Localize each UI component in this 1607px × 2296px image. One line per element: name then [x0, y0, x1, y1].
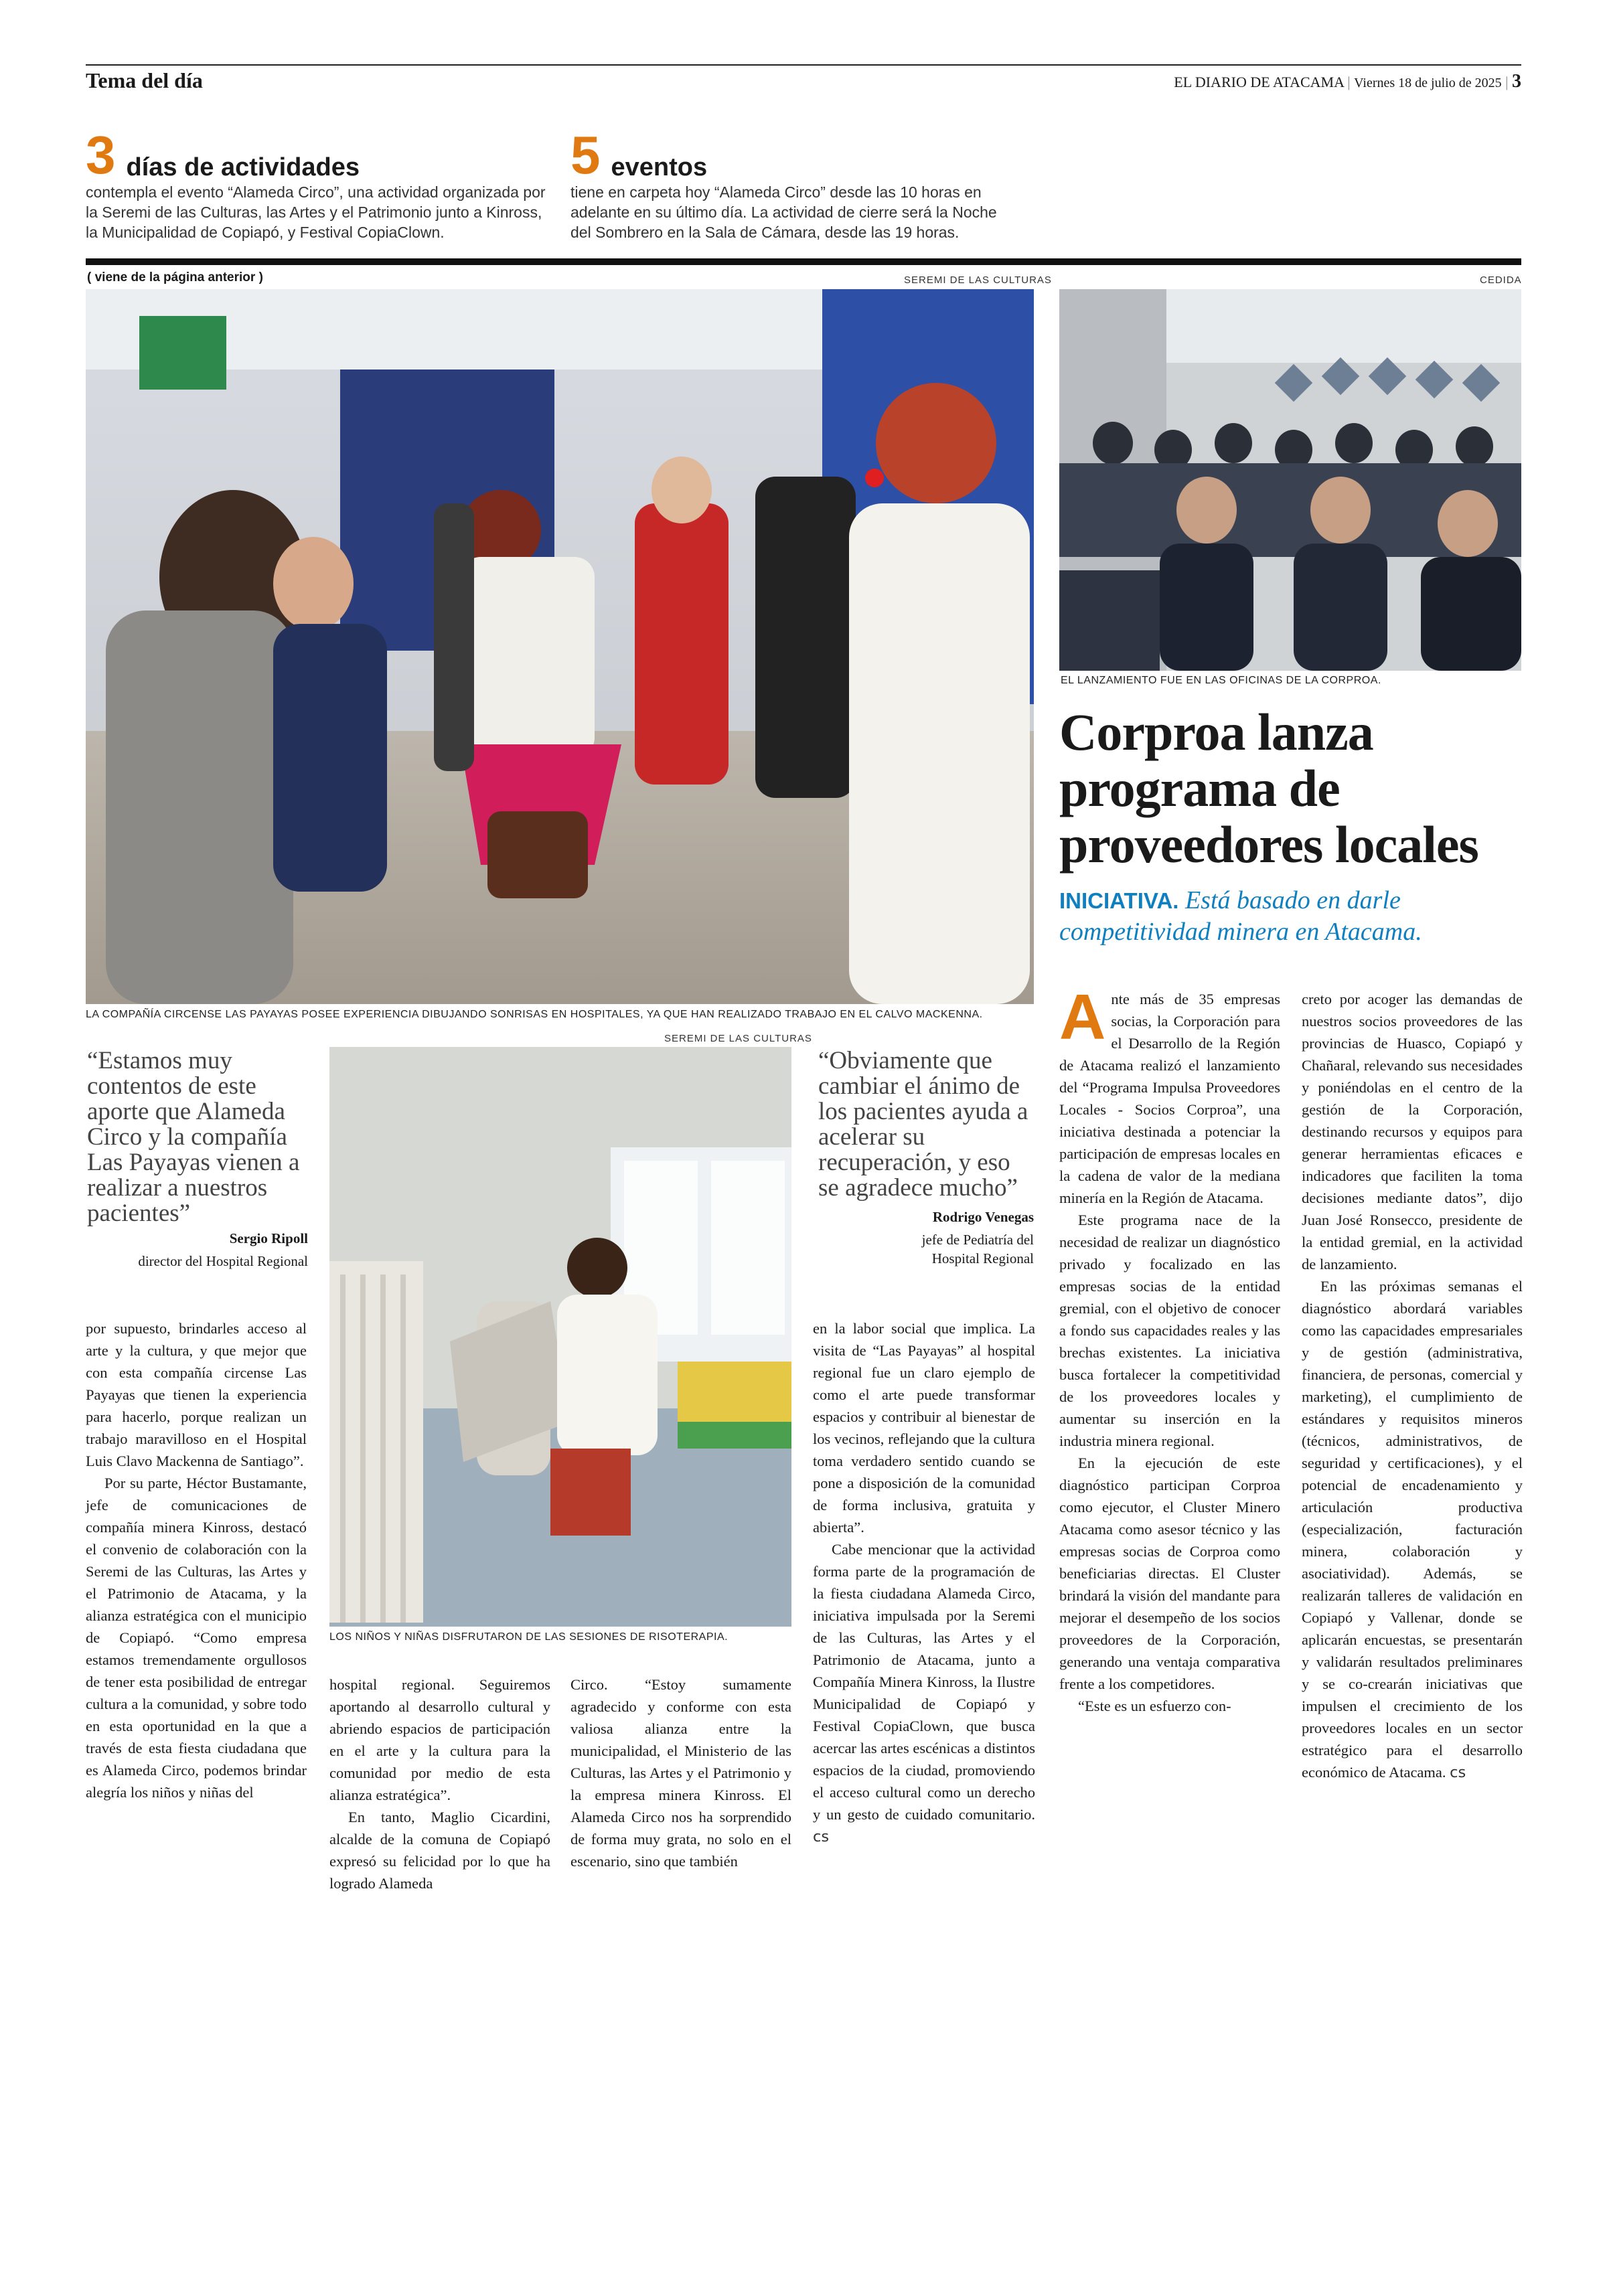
- article-column-1: [86, 1317, 307, 1803]
- paragraph: [1059, 981, 1280, 1209]
- paragraph: creto por acoger las demandas de nuestros socios proveedores de las provincias de Huasco, Copiapó y Chañaral, relevando sus necesidades y poniéndolas en el centro de la gestión de la Corporación, destinando recursos y equipos para generar herramientas eficaces e indicadores que faciliten la toma decisiones mediante datos”, dijo Juan José Ronsecco, presidente de la entidad gremial, en la actividad de lanzamiento.: [1302, 991, 1523, 1273]
- quote-role: director del Hospital Regional: [138, 1253, 308, 1269]
- deck: [1059, 885, 1521, 947]
- paragraph: En tanto, Maglio Cicardini, alcalde de la comuna de Copiapó expresó su felicidad por lo que ha logrado Alameda: [329, 1809, 550, 1892]
- stat-text: tiene en carpeta hoy “Alameda Circo” desde las 10 horas en adelante en su último día. La actividad de cierre será la Noche del Sombrero en la Sala de Cámara, desde las 19 horas.: [570, 183, 997, 241]
- quote-author: Sergio Ripoll: [229, 1230, 308, 1246]
- paragraph: [1302, 1275, 1523, 1784]
- pull-quote: “Obviamente que cambiar el ánimo de los pacientes ayuda a acelerar su recuperación, y eso se agradece mucho”: [818, 1047, 1028, 1202]
- pull-quote: “Estamos muy contentos de este aporte que Alameda Circo y la compañía Las Payayas vienen a realizar a nuestros pacientes”: [87, 1047, 300, 1227]
- paragraph: por supuesto, brindarles acceso al arte y la cultura, y que mejor que con esta compañía circense Las Payayas que tienen la experiencia para hacerlo, porque realizan un trabajo maravilloso en el Hospital Luis Clavo Mackenna de Santiago”.: [86, 1320, 307, 1469]
- photo-credit: CEDIDA: [1480, 274, 1522, 286]
- paragraph: en la labor social que implica. La visita de “Las Payayas” al hospital regional fue un claro ejemplo de como el arte puede transformar espacios y contribuir al bienestar de los vecinos, reflejando que la cultura toma verdadero sentido cuando se pone a disposición de la comunidad de forma inclusiva, gratuita y abierta”.: [813, 1320, 1035, 1536]
- quote-role: Hospital Regional: [931, 1250, 1034, 1266]
- quote-author: Rodrigo Venegas: [932, 1209, 1034, 1225]
- section-title: Tema del día: [86, 68, 203, 92]
- paragraph: Este programa nace de la necesidad de realizar un diagnóstico privado y focalizado en las empresas socias de la entidad gremial, con el objetivo de conocer a fondo sus capacidades reales y las brechas existentes. La iniciativa busca fortalecer la competitividad de los proveedores locales y aumentar su inserción en la industria minera regional.: [1059, 1212, 1280, 1449]
- photo-illustration: [1059, 289, 1521, 671]
- paragraph: Circo. “Estoy sumamente agradecido y conforme con esta valiosa alianza entre la municipalidad, el Ministerio de las Culturas, las Artes y el Patrimonio y la empresa minera Kinross. El Alameda Circo nos ha sorprendido de forma muy grata, no solo en el escenario, sino que también: [570, 1676, 791, 1870]
- top-rule: [86, 64, 1521, 66]
- therapy-room-photo: [329, 1047, 791, 1627]
- article-column-right-1: [1059, 981, 1280, 1717]
- paragraph-text: En las próximas semanas el diagnóstico abordará variables como las capacidades empresariales y de gestión (administrativa, financiera, de personas, comercial y marketing), el cumplimiento de estándares y requisitos mineros (técnicos, administrativos, de seguridad y certificaciones), y el potencial de encadenamiento y articulación productiva (especialización, facturación minera, colaboración y asociatividad). Además, se realizarán talleres de validación en Copiapó y Vallenar, donde se aplicarán encuestas, se presentarán y validarán resultados preliminares y se co-crearán iniciativas que impulsen el crecimiento de los proveedores locales en un sector estratégico para el desarrollo económico de Atacama.: [1302, 1278, 1523, 1781]
- deck-text: Está basado en darle competitividad minera en Atacama.: [1059, 886, 1422, 946]
- photo-caption: LOS NIÑOS Y NIÑAS DISFRUTARON DE LAS SESIONES DE RISOTERAPIA.: [329, 1631, 729, 1643]
- paragraph: hospital regional. Seguiremos aportando al desarrollo cultural y abriendo espacios de participación en el arte y la cultura para la comunidad por medio de esta alianza estratégica”.: [329, 1676, 550, 1803]
- photo-caption: EL LANZAMIENTO FUE EN LAS OFICINAS DE LA CORPROA.: [1061, 675, 1381, 686]
- page-number: 3: [1512, 71, 1521, 92]
- photo-credit: SEREMI DE LAS CULTURAS: [904, 274, 1052, 286]
- stat-label: eventos: [611, 153, 708, 181]
- stat-block-1: [86, 125, 548, 242]
- article-column-2: [329, 1673, 550, 1894]
- publication-name: EL DIARIO DE ATACAMA: [1174, 74, 1344, 90]
- end-mark: cs: [813, 1828, 830, 1846]
- paragraph: Por su parte, Héctor Bustamante, jefe de comunicaciones de compañía minera Kinross, destacó el convenio de colaboración con la Seremi de las Culturas, las Artes y el Patrimonio de Atacama, y la alianza estratégica con el municipio de Copiapó. “Como empresa estamos tremendamente orgullosos de tener esta posibilidad de entregar cultura a la comunidad, y sobre todo en esta oportunidad en la que a través de esta fiesta ciudadana que es Alameda Circo, podemos brindar alegría los niños y niñas del: [86, 1475, 307, 1801]
- photo-illustration: [329, 1047, 791, 1627]
- kicker: INICIATIVA.: [1059, 888, 1179, 913]
- quote-role: jefe de Pediatría del: [921, 1232, 1034, 1248]
- stat-text: contempla el evento “Alameda Circo”, una actividad organizada por la Seremi de las Culturas, las Artes y el Patrimonio junto a Kinross, la Municipalidad de Copiapó, y Festival CopiaClown.: [86, 183, 546, 241]
- stat-number: 5: [570, 125, 601, 185]
- article-column-right-2: [1302, 988, 1523, 1784]
- continued-label: ( viene de la página anterior ): [87, 270, 263, 284]
- corproa-launch-photo: [1059, 289, 1521, 671]
- photo-caption: LA COMPAÑÍA CIRCENSE LAS PAYAYAS POSEE EXPERIENCIA DIBUJANDO SONRISAS EN HOSPITALES, YA QUE HAN REALIZADO TRABAJO EN EL CALVO MACKENNA.: [86, 1009, 983, 1020]
- stat-number: 3: [86, 125, 116, 185]
- dropcap: A: [1059, 981, 1106, 1053]
- stat-label: días de actividades: [126, 153, 360, 181]
- article-column-4: [813, 1317, 1035, 1848]
- photo-credit: SEREMI DE LAS CULTURAS: [664, 1033, 812, 1044]
- article-column-3: [570, 1673, 791, 1872]
- photo-illustration: [86, 289, 1034, 1004]
- section-rule: [86, 258, 1521, 265]
- paragraph-text: nte más de 35 empresas socias, la Corporación para el Desarrollo de la Región de Atacama realizó el lanzamiento del “Programa Impulsa Proveedores Locales - Socios Corproa”, una iniciativa destinada a potenciar la participación de empresas locales en la cadena de valor de la mediana minería en la Región de Atacama.: [1059, 991, 1280, 1206]
- headline: Corproa lanza programa de proveedores locales: [1059, 703, 1478, 874]
- issue-date: Viernes 18 de julio de 2025: [1354, 76, 1502, 90]
- paragraph-text: Cabe mencionar que la actividad forma parte de la programación de la fiesta ciudadana Alameda Circo, iniciativa impulsada por la Seremi de las Culturas, las Artes y el Patrimonio de Atacama, junto a Compañía Minera Kinross, la Ilustre Municipalidad de Copiapó y Festival CopiaClown, que busca acercar las artes escénicas a distintos espacios de la ciudad, promoviendo el acceso cultural como un derecho y un gesto de cuidado comunitario.: [813, 1541, 1035, 1823]
- clowns-hospital-photo: [86, 289, 1034, 1004]
- end-mark: cs: [1450, 1764, 1466, 1781]
- masthead: EL DIARIO DE ATACAMA | Viernes 18 de julio de 2025 | 3: [1174, 71, 1521, 92]
- paragraph: En la ejecución de este diagnóstico participan Corproa como ejecutor, el Cluster Minero Atacama como asesor técnico y las empresas socias de Corproa como beneficiarias directas. El Cluster brindará la visión del mandante para mejorar el desempeño de los socios proveedores de la Corporación, generando una ventaja comparativa frente a los competidores.: [1059, 1455, 1280, 1692]
- paragraph: [813, 1538, 1035, 1848]
- paragraph: “Este es un esfuerzo con-: [1078, 1698, 1231, 1714]
- stat-block-2: [570, 125, 1019, 242]
